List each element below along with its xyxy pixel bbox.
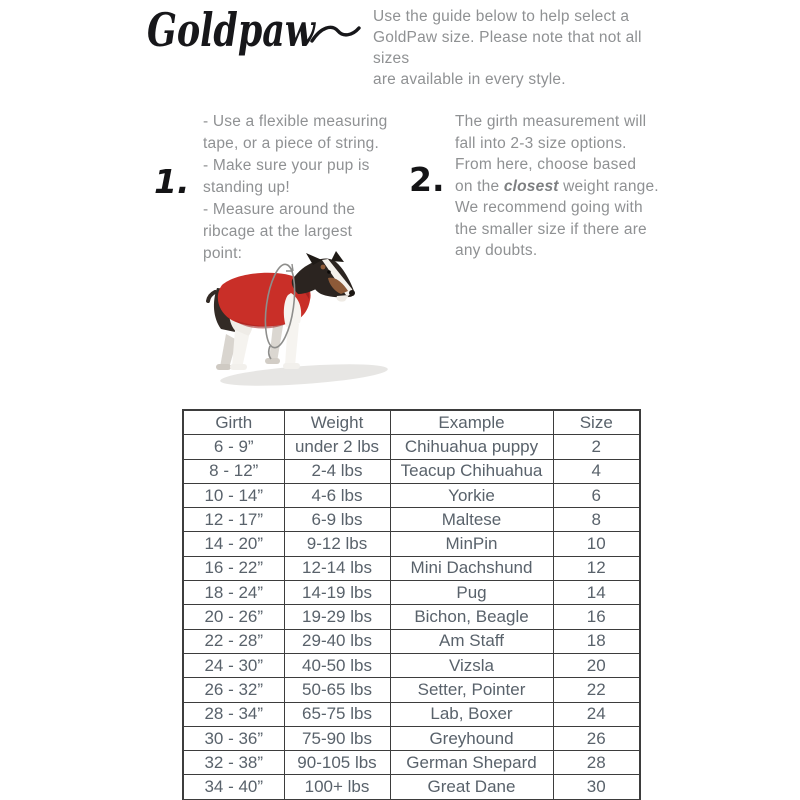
step-1-line: - Measure around the (203, 201, 356, 218)
table-cell: 20 (553, 653, 640, 677)
table-cell: 4 (553, 459, 640, 483)
step-1-line: ribcage at the largest (203, 223, 353, 240)
table-cell: 6 (553, 483, 640, 507)
table-cell: 6-9 lbs (284, 508, 390, 532)
table-cell: 50-65 lbs (284, 678, 390, 702)
table-cell: MinPin (390, 532, 553, 556)
intro-line: Use the guide below to help select a (373, 8, 630, 25)
table-cell: 100+ lbs (284, 775, 390, 800)
size-guide-table (182, 409, 641, 800)
em-before: on the (455, 177, 504, 195)
table-row (183, 483, 640, 507)
table-cell: 65-75 lbs (284, 702, 390, 726)
table-row (183, 435, 640, 459)
table-cell: Pug (390, 581, 553, 605)
table-cell: 75-90 lbs (284, 726, 390, 750)
table-cell: 19-29 lbs (284, 605, 390, 629)
step-2-number: 2. (409, 160, 445, 199)
table-cell: Great Dane (390, 775, 553, 800)
table-row (183, 751, 640, 775)
table-cell: 8 - 12” (183, 459, 284, 483)
dog-illustration-svg (204, 250, 400, 398)
step-1-number: 1. (154, 162, 190, 201)
table-cell: 10 - 14” (183, 483, 284, 507)
table-cell: 2 (553, 435, 640, 459)
table-cell: Chihuahua puppy (390, 435, 553, 459)
table-row (183, 653, 640, 677)
table-row (183, 459, 640, 483)
table-cell: Setter, Pointer (390, 678, 553, 702)
table-cell: 14 (553, 581, 640, 605)
intro-line: GoldPaw size. Please note that not all sizes (373, 29, 642, 67)
table-cell: 12 (553, 556, 640, 580)
header-size: Size (553, 410, 640, 435)
step-2-line: We recommend going with (455, 199, 643, 216)
table-cell: 30 - 36” (183, 726, 284, 750)
step-1-instructions (203, 111, 408, 265)
step-2-line: fall into 2-3 size options. (455, 134, 627, 152)
table-cell: 14 - 20” (183, 532, 284, 556)
table-cell: 32 - 38” (183, 751, 284, 775)
table-cell: 29-40 lbs (284, 629, 390, 653)
table-cell: 12 - 17” (183, 508, 284, 532)
step-2-line: any doubts. (455, 242, 538, 259)
table-cell: 28 (553, 751, 640, 775)
logo-flourish (312, 27, 359, 41)
header-row (183, 410, 640, 435)
table-cell: German Shepard (390, 751, 553, 775)
table-row (183, 629, 640, 653)
table-cell: 16 - 22” (183, 556, 284, 580)
table-cell: 26 - 32” (183, 678, 284, 702)
step-1-line: - Use a flexible measuring (203, 113, 388, 130)
table-cell: 40-50 lbs (284, 653, 390, 677)
table-cell: 26 (553, 726, 640, 750)
step-2-line: From here, choose based (455, 156, 637, 173)
em-after: weight range. (558, 177, 659, 195)
table-cell: 16 (553, 605, 640, 629)
step-1-line: - Make sure your pup is (203, 157, 370, 174)
table-cell: 18 (553, 629, 640, 653)
table-cell: 90-105 lbs (284, 751, 390, 775)
table-cell: 14-19 lbs (284, 581, 390, 605)
step-2-line-emphasis (455, 176, 680, 198)
table-cell: Teacup Chihuahua (390, 459, 553, 483)
table-cell: 12-14 lbs (284, 556, 390, 580)
table-cell: 28 - 34” (183, 702, 284, 726)
table-cell: 4-6 lbs (284, 483, 390, 507)
table-cell: 22 - 28” (183, 629, 284, 653)
table-cell: Am Staff (390, 629, 553, 653)
dog-measurement-illustration (204, 250, 400, 398)
table-row (183, 508, 640, 532)
intro-line: are available in every style. (373, 71, 566, 88)
dog-front-leg (283, 293, 301, 369)
table-row (183, 556, 640, 580)
step-2-line: the smaller size if there are (455, 220, 647, 238)
table-cell: 6 - 9” (183, 435, 284, 459)
goldpaw-logo (146, 1, 366, 63)
table-row (183, 605, 640, 629)
em-word: closest (503, 177, 559, 195)
table-cell: 24 - 30” (183, 653, 284, 677)
table-row (183, 775, 640, 800)
goldpaw-logo-text: Goldpaw (147, 3, 317, 57)
header-example: Example (390, 410, 553, 435)
step-2-line: The girth measurement will (455, 113, 647, 130)
goldpaw-logo-svg (146, 1, 366, 63)
table-cell: Bichon, Beagle (390, 605, 553, 629)
table-cell: Lab, Boxer (390, 702, 553, 726)
table-cell: 18 - 24” (183, 581, 284, 605)
size-table-body (183, 435, 640, 800)
table-row (183, 678, 640, 702)
intro-paragraph (373, 6, 663, 90)
table-cell: 8 (553, 508, 640, 532)
table-row (183, 702, 640, 726)
table-cell: Greyhound (390, 726, 553, 750)
table-cell: 22 (553, 678, 640, 702)
table-cell: 34 - 40” (183, 775, 284, 800)
table-row (183, 726, 640, 750)
step-1-line: point: (203, 245, 243, 262)
table-row (183, 532, 640, 556)
table-cell: 2-4 lbs (284, 459, 390, 483)
table-cell: 24 (553, 702, 640, 726)
header-weight: Weight (284, 410, 390, 435)
table-cell: Mini Dachshund (390, 556, 553, 580)
table-cell: 10 (553, 532, 640, 556)
table-cell: Vizsla (390, 653, 553, 677)
table-cell: 30 (553, 775, 640, 800)
table-cell: under 2 lbs (284, 435, 390, 459)
table-cell: Yorkie (390, 483, 553, 507)
table-cell: Maltese (390, 508, 553, 532)
size-table-header (183, 410, 640, 435)
step-1-line: tape, or a piece of string. (203, 135, 379, 152)
table-cell: 9-12 lbs (284, 532, 390, 556)
header-girth: Girth (183, 410, 284, 435)
step-2-instructions (455, 111, 680, 262)
table-row (183, 581, 640, 605)
step-1-line: standing up! (203, 179, 290, 196)
table-cell: 20 - 26” (183, 605, 284, 629)
